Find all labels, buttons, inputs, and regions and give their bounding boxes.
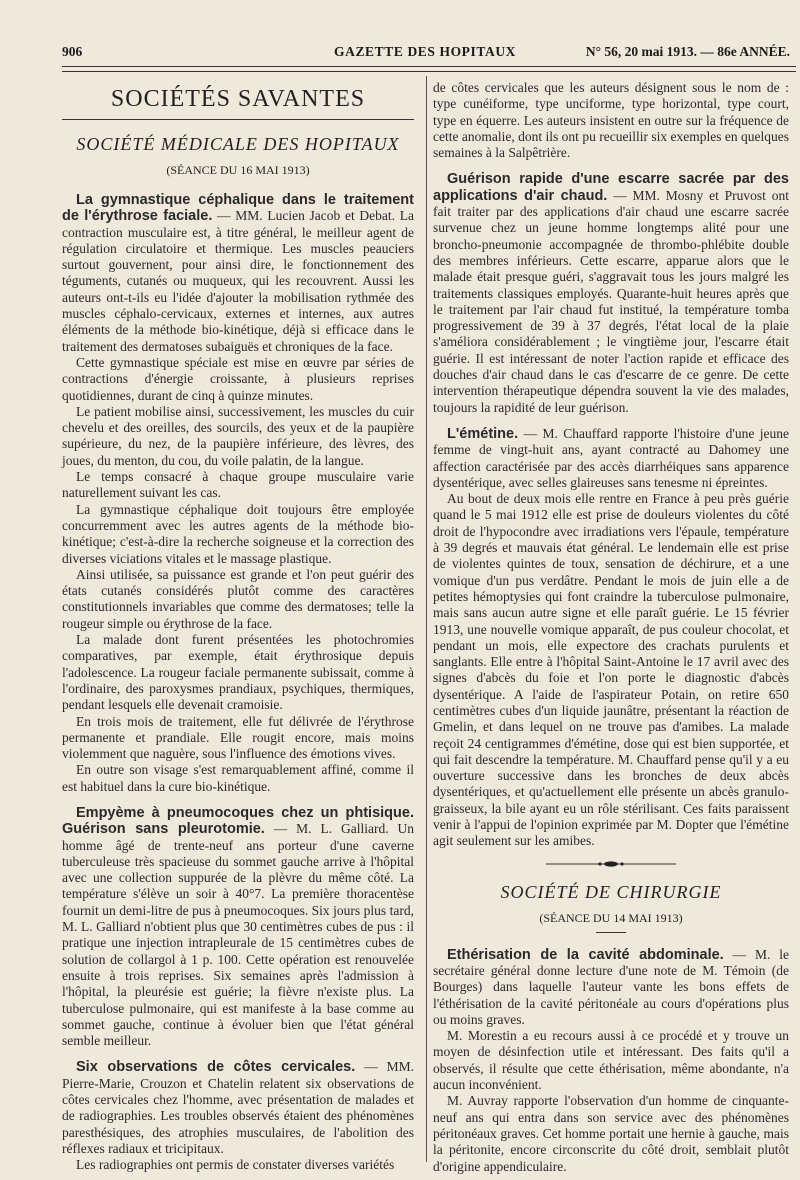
paragraph: — MM. Mosny et Pruvost ont fait traiter par des applications d'air chaud une escarre sacrée survenue chez un jeune homme longtemps alité pour une broncho-pneumonie accompagnée de thrombo-phlébite double des membres inférieurs. Cette escarre, apparue alors que le malade était presque guéri, s'aggravait tous les jours malgré les traitements classiques employés. Quarante-huit heures après que le traitement par l'air chaud fut institué, la température tomba progressivement de 39 à 37 degrés, l'état local de la plaie s'améliora considérablement ; le vingtième jour, l'escarre était guérie. Il est intéressant de noter l'action rapide et efficace des douches d'air chaud dans le cas d'escarre de ce genre. De cette intervention thérapeutique dépendra souvent la vie des malades, toujours la rapidité de leur guérison. (433, 187, 789, 415)
header-rule-bottom (62, 71, 796, 72)
paragraph: — MM. Pierre-Marie, Crouzon et Chatelin relatent six observations de côtes cervicales chez l'homme, avec présentation de malades et de radiographies. Les troubles observés étaient des phénomènes paresthésiques, des atrophies musculaires, de l'abolition des réflexes radiaux et tricipitaux. (62, 1059, 415, 1156)
article-escarre (433, 171, 789, 415)
society-title-chirurgie: SOCIÉTÉ DE CHIRURGIE (500, 881, 722, 902)
article-heading: Guérison rapide d'une escarre sacrée par des applications d'air chaud. (433, 171, 789, 204)
article-heading: La gymnastique céphalique dans le traitement de l'érythrose faciale. (62, 192, 414, 225)
page-number: 906 (62, 44, 83, 59)
article-heading: L'émétine. (447, 425, 519, 442)
paragraph: de côtes cervicales que les auteurs désignent sous le nom de : type cunéiforme, type unciforme, type horizontal, type court, type en équerre. Les auteurs insistent en outre sur la fréquence de cette anomalie, dont ils ont pu recueillir six exemples en quelques semaines à la Salpêtrière. (433, 80, 789, 161)
issue-info: N° 56, 20 mai 1913. — 86e ANNÉE. (585, 44, 790, 59)
paragraph: Les radiographies ont permis de constater diverses variétés (76, 1157, 395, 1173)
article-empyeme (62, 805, 414, 1049)
article-heading: Ethérisation de la cavité abdominale. (447, 946, 724, 963)
society-title-medicale: SOCIÉTÉ MÉDICALE DES HOPITAUX (76, 134, 400, 154)
section-ornament (433, 860, 789, 868)
journal-title: GAZETTE DES HOPITAUX (334, 44, 517, 59)
paragraph: Le temps consacré à chaque groupe musculaire varie naturellement suivant les cas. (62, 469, 414, 501)
paragraph: — M. L. Galliard. Un homme âgé de trente-neuf ans porteur d'une caverne tuberculeuse très spacieuse du sommet gauche arrive à l'hôpital avec une collection suppurée de la plèvre du même côté. La température s'élève un soir à 40°7. La première thoracentèse fournit un demi-litre de pus à pneumocoques. Six jours plus tard, M. L. Galliard n'obtient plus que 30 centimètres cubes de pus : il pratique une injection intrapleurale de 15 centimètres cubes de solution de collargol à 1 p. 100. Cette opération est renouvelée ensuite à trois reprises. Six semaines après l'admission à l'hôpital, la pleurésie est guérie; la fièvre n'existe plus. La tuberculose pulmonaire, qui est manifeste à la base comme au sommet gauche, continue à évoluer bien que l'état général semble meilleur. (62, 821, 415, 1049)
right-column (433, 80, 789, 1175)
ornament-rule-icon (546, 860, 676, 868)
article-erythrose (62, 192, 414, 795)
section-rule (62, 119, 414, 120)
seance-date-2: (SÉANCE DU 14 MAI 1913) (539, 910, 683, 925)
article-etherisation (433, 947, 789, 1175)
paragraph: — M. le secrétaire général donne lecture d'une note de M. Témoin (de Bourges) dans laquelle l'auteur vante les bons effets de l'éthérisation de la cavité péritonéale au cours d'opérations plus ou moins graves. (433, 946, 789, 1027)
paragraph: M. Morestin a eu recours aussi à ce procédé et y trouve un moyen de désinfection utile et intéressant. Des faits qu'il a observés, il résulte que cette éthérisation, même abondante, n'a aucun inconvénient. (433, 1028, 789, 1093)
header-rule-top (62, 66, 796, 67)
paragraph: En outre son visage s'est remarquablement affiné, comme il est habituel dans la cure bio-kinétique. (62, 762, 414, 794)
paragraph: M. Auvray rapporte l'observation d'un homme de cinquante-neuf ans qui entra dans son service avec des phénomènes péritonéaux graves. Cet homme portait une hernie à gauche, mais la péritonite, encore circonscrite du côté droit, semblait plutôt d'origine appendiculaire. (433, 1093, 789, 1174)
paragraph: La malade dont furent présentées les photochromies comparatives, par exemple, était érythrosique depuis l'adolescence. La rougeur faciale permanente subissait, comme à l'ordinaire, des paroxysmes prandiaux, psychiques, thermiques, pendant lesquels elle devenait cramoisie. (62, 632, 414, 713)
paragraph: — M. Chauffard rapporte l'histoire d'une jeune femme de vingt-huit ans, ayant contracté au Dahomey une affection caractérisée par des accès diarrhéiques sans apparence dysentérique, avec selles glaireuses sans tenesme ni épreintes. (433, 425, 790, 490)
article-heading: Empyème à pneumocoques chez un phtisique. Guérison sans pleurotomie. (62, 804, 414, 838)
left-column (62, 80, 414, 1174)
seance-date-1: (SÉANCE DU 16 MAI 1913) (166, 163, 310, 177)
paragraph: Au bout de deux mois elle rentre en France à peu près guérie quand le 5 mai 1912 elle est prise de douleurs violentes du côté droit de l'hypocondre avec irradiations vers l'épaule, température à 39 degrés et mauvais état général. Le lendemain elle est prise de violentes quintes de toux, sensation de déchirure, et a une vomique d'un pus verdâtre. Pendant le mois de juin elle a de petites hémoptysies qui font craindre la tuberculose pulmonaire, mais sans aucun autre signe et elle paraît guérie. Le 15 février 1913, une nouvelle vomique apparaît, de pus couleur chocolat, et pendant un mois, elle expectore des crachats purulents et sanglants. Elle entre à l'hôpital Saint-Antoine le 17 avril avec des signes d'abcès du foie et l'on porte le diagnostic d'abcès dysentérique. A l'aide de l'aspirateur Potain, on retire 650 centimètres cubes d'un liquide jaunâtre, présentant la réaction de Gmelin, et dans lequel on ne trouve pas d'amibes. La malade reçoit 24 centigrammes d'émétine, dose qui est bien supportée, et qui fait descendre la température. M. Chauffard pense qu'il y a eu ouverture successive dans les bronches de deux abcès dysentériques, et qu'actuellement elle présente un abcès granulo-graisseux, la bile ayant eu un rôle stérilisant. Ces faits paraissent venir à l'appui de l'opinion exprimée par M. Dopter que l'émétine agit seulement sur les amibes. (433, 491, 789, 849)
paragraph: En trois mois de traitement, elle fut délivrée de l'érythrose permanente et prandiale. Elle rougit encore, mais moins violemment que naguère, sous l'influence des émotions vives. (62, 713, 414, 762)
paragraph: — MM. Lucien Jacob et Debat. La contraction musculaire est, à titre général, le meilleur agent de régulation circulatoire et thermique. Les muscles peauciers surtout gouvernent, pour ainsi dire, le fonctionnement des téguments, cutanés ou muqueux, qui les recouvrent. Aussi les auteurs ont-t-ils eu l'idée d'ajouter la mobilisation rythmée des muscles céphalo-cervicaux, externes et internes, aux autres éléments de la méthode bio-kinétique, déjà si efficace dans le traitement des dermatoses subaiguës et chroniques de la face. (62, 208, 414, 354)
article-cotes-cervicales-continued (433, 80, 789, 161)
paragraph: La gymnastique céphalique doit toujours être employée concurremment avec les autres agents de la méthode bio-kinétique; c'est-à-dire la recherche soigneuse et la correction des diverses viciations vitales et le massage plastique. (62, 501, 414, 566)
running-head (62, 44, 790, 64)
article-emetine (433, 426, 789, 850)
article-cotes-cervicales (62, 1059, 414, 1173)
section-title: SOCIÉTÉS SAVANTES (110, 86, 366, 112)
paragraph: Ainsi utilisée, sa puissance est grande et l'on peut guérir des états cutanés considérés plutôt comme des caractères constitutionnels invariables que comme des dermatoses; telle la rougeur simple ou érythrose de la face. (62, 566, 414, 631)
paragraph: Cette gymnastique spéciale est mise en œuvre par séries de contractions d'énergie croissante, à plusieurs reprises quotidiennes, durant de cinq à quinze minutes. (62, 354, 414, 403)
column-divider (426, 76, 427, 1162)
article-heading: Six observations de côtes cervicales. (76, 1059, 356, 1076)
paragraph: Le patient mobilise ainsi, successivement, les muscles du cuir chevelu et des oreilles, des sourcils, des yeux et de la paupière supérieure, du nez, de la paupière inférieure, des lèvres, des joues, du menton, du cou, du voile palatin, de la langue. (62, 403, 414, 468)
